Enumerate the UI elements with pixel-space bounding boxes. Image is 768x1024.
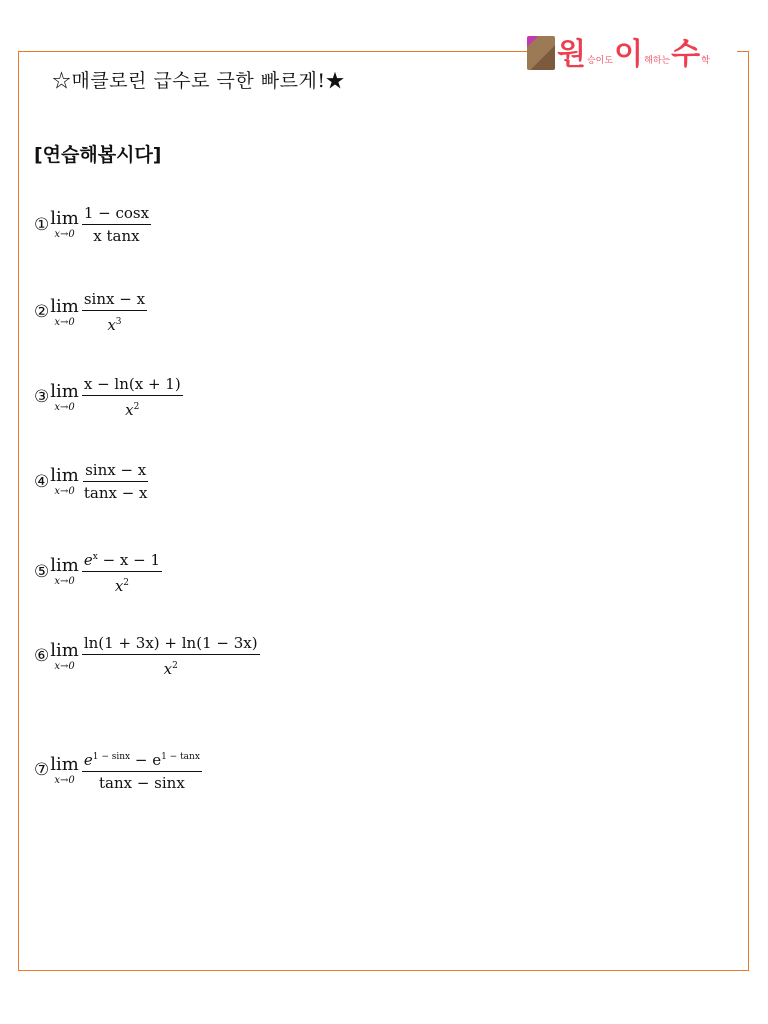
fraction [82, 634, 260, 678]
lim-word: lim [50, 753, 79, 775]
brand-logo [527, 34, 737, 70]
page-title: ☆매클로린 급수로 극한 빠르게!★ [52, 70, 346, 92]
problem-5 [34, 548, 162, 595]
numerator: 1 − cosx [82, 204, 151, 225]
denominator: x tanx [93, 227, 140, 245]
den-base: x [125, 401, 134, 419]
num-mid: − e [130, 751, 162, 769]
num-exponent-2: 1 − tanx [161, 752, 200, 762]
numerator: ln(1 + 3x) + ln(1 − 3x) [82, 634, 260, 655]
problem-number: ⑤ [34, 561, 50, 582]
logo-text: 승이도 [586, 56, 614, 66]
problem-number: ② [34, 302, 50, 322]
lim-subscript: x→0 [54, 316, 75, 328]
num-exponent: 1 − sinx [92, 752, 131, 762]
logo-text: 이 [614, 37, 644, 72]
section-title: [연습해봅시다] [34, 144, 162, 166]
den-base: x [114, 577, 124, 595]
problem-7 [34, 748, 202, 792]
denominator [113, 572, 131, 595]
problem-number: ① [34, 214, 50, 235]
num-base: e [83, 551, 93, 569]
lim-word: lim [50, 208, 79, 229]
lim-word: lim [50, 465, 79, 486]
denominator: tanx − sinx [98, 774, 185, 792]
logo-text: 해하는 [644, 56, 671, 66]
numerator: x − ln(x + 1) [82, 375, 183, 396]
page-frame [18, 51, 749, 971]
limit [50, 297, 79, 328]
lim-word: lim [50, 639, 79, 661]
fraction [82, 461, 150, 502]
denominator: tanx − x [83, 484, 148, 502]
lim-word: lim [50, 380, 79, 402]
numerator [82, 548, 162, 572]
problem-2 [34, 290, 147, 334]
lim-subscript: x→0 [54, 486, 75, 497]
problem-number: ⑥ [34, 646, 50, 666]
lim-subscript: x→0 [54, 229, 75, 240]
fraction [82, 748, 202, 792]
logo-text: 학 [701, 56, 710, 66]
lim-subscript: x→0 [54, 774, 75, 786]
logo-text: 원 [557, 37, 586, 72]
denominator [123, 396, 141, 419]
num-exponent: x [92, 552, 98, 562]
den-exponent: 2 [133, 402, 140, 412]
limit [50, 755, 79, 786]
lim-word: lim [50, 555, 79, 576]
numerator: sinx − x [82, 290, 147, 311]
num-rest: − x − 1 [97, 551, 161, 569]
fraction [82, 375, 183, 419]
limit [50, 641, 79, 672]
den-base: x [107, 316, 116, 334]
logo-text: 수 [671, 37, 701, 72]
problem-number: ⑦ [34, 760, 50, 780]
lim-subscript: x→0 [54, 401, 75, 413]
problem-4 [34, 461, 150, 502]
lim-word: lim [50, 295, 79, 317]
den-exponent: 2 [172, 661, 178, 671]
problem-6 [34, 634, 260, 678]
lim-subscript: x→0 [54, 660, 75, 672]
lim-subscript: x→0 [54, 576, 75, 587]
limit [50, 382, 79, 413]
problem-1 [34, 204, 151, 245]
fraction [82, 290, 147, 334]
limit [50, 209, 79, 240]
den-exponent: 2 [123, 578, 130, 588]
numerator: sinx − x [83, 461, 148, 482]
problem-number: ③ [34, 387, 50, 407]
num-base: e [83, 751, 93, 769]
denominator [105, 311, 123, 334]
denominator [162, 655, 180, 678]
logo-image [527, 36, 555, 70]
limit [50, 556, 79, 587]
limit [50, 466, 79, 497]
den-exponent: 3 [115, 317, 122, 327]
fraction [82, 548, 162, 595]
fraction [82, 204, 151, 245]
den-base: x [163, 660, 173, 678]
problem-3 [34, 375, 183, 419]
numerator [82, 748, 202, 772]
problem-number: ④ [34, 471, 50, 492]
